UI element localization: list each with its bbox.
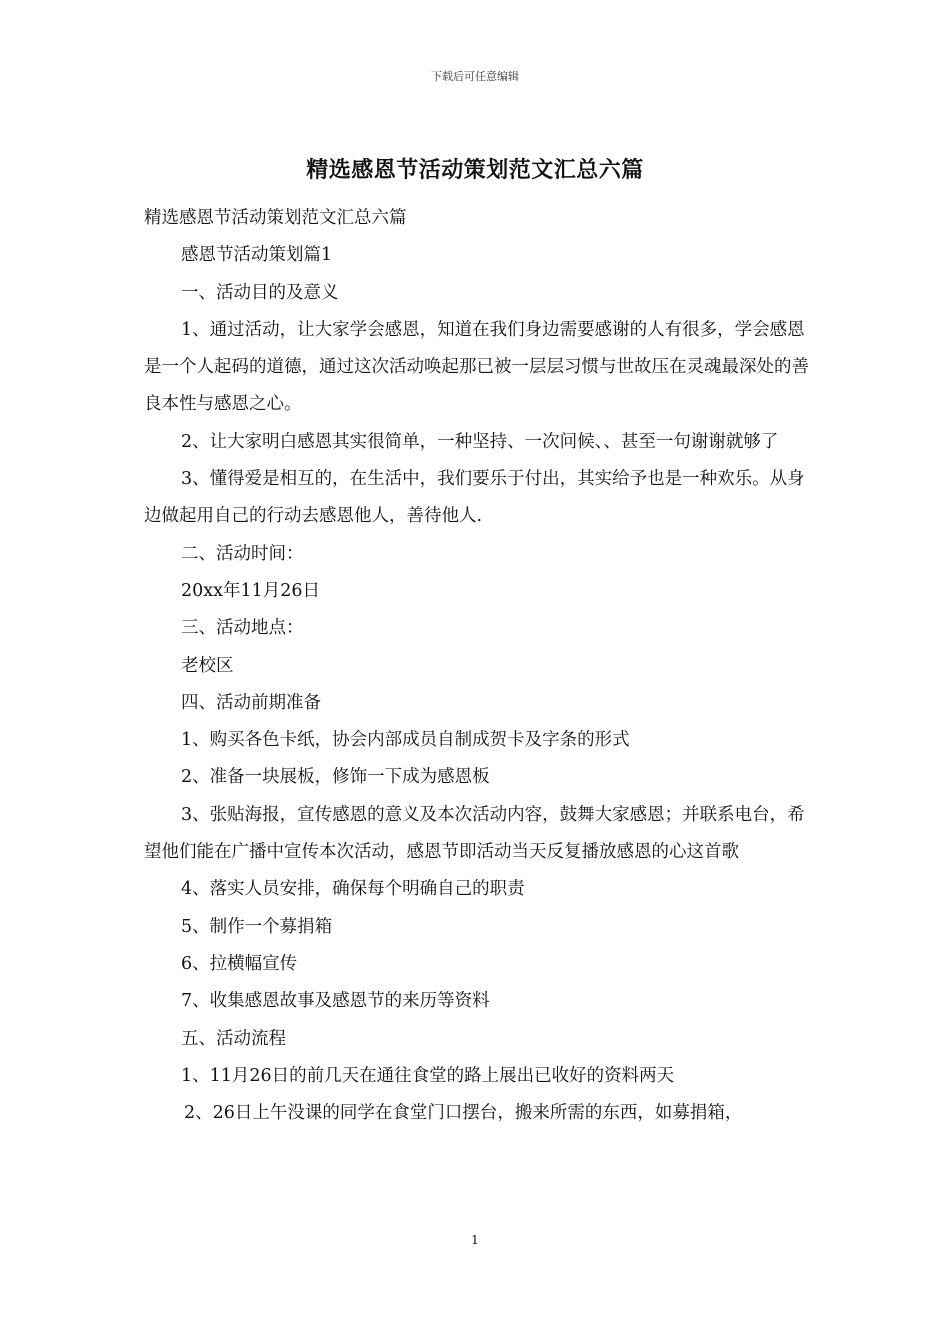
paragraph: 3、懂得爱是相互的，在生活中，我们要乐于付出，其实给予也是一种欢乐。从身边做起用自己的行动去感恩他人，善待他人. <box>144 469 805 527</box>
paragraph: 7、收集感恩故事及感恩节的来历等资料 <box>181 991 490 1012</box>
document-title: 精选感恩节活动策划范文汇总六篇 <box>306 157 644 183</box>
paragraph: 三、活动地点： <box>181 618 304 639</box>
paragraph: 1、通过活动，让大家学会感恩，知道在我们身边需要感谢的人有很多，学会感恩是一个人起码的道德，通过这次活动唤起那已被一层层习惯与世故压在灵魂最深处的善良本性与感恩之心。 <box>144 319 809 415</box>
paragraph: 20xx年11月26日 <box>181 580 321 601</box>
paragraph: 老校区 <box>181 655 234 676</box>
paragraph: 一、活动目的及意义 <box>181 282 339 303</box>
paragraph: 5、制作一个募捐箱 <box>181 916 333 937</box>
paragraph: 四、活动前期准备 <box>181 692 321 713</box>
paragraph: 二、活动时间： <box>181 543 304 564</box>
paragraph: 4、落实人员安排，确保每个明确自己的职责 <box>181 879 525 900</box>
page-number: 1 <box>471 1233 479 1247</box>
paragraph: 2、让大家明白感恩其实很简单，一种坚持、一次问候、、甚至一句谢谢就够了 <box>181 431 779 452</box>
header-note: 下载后可任意编辑 <box>431 70 519 83</box>
paragraph: 感恩节活动策划篇1 <box>181 245 333 266</box>
paragraph: 精选感恩节活动策划范文汇总六篇 <box>144 208 407 228</box>
paragraph: 3、张贴海报，宣传感恩的意义及本次活动内容，鼓舞大家感恩；并联系电台，希望他们能在广播中宣传本次活动，感恩节即活动当天反复播放感恩的心这首歌 <box>144 804 805 863</box>
paragraph: 1、11月26日的前几天在通往食堂的路上展出已收好的资料两天 <box>181 1065 675 1086</box>
paragraph: 1、购买各色卡纸，协会内部成员自制成贺卡及字条的形式 <box>181 730 630 751</box>
paragraph: 2、26日上午没课的同学在食堂门口摆台，搬来所需的东西，如募捐箱， <box>184 1103 743 1124</box>
paragraph: 五、活动流程 <box>181 1028 286 1049</box>
paragraph: 6、拉横幅宣传 <box>181 953 298 974</box>
paragraph: 2、准备一块展板，修饰一下成为感恩板 <box>181 767 490 788</box>
document-body <box>144 200 809 1132</box>
